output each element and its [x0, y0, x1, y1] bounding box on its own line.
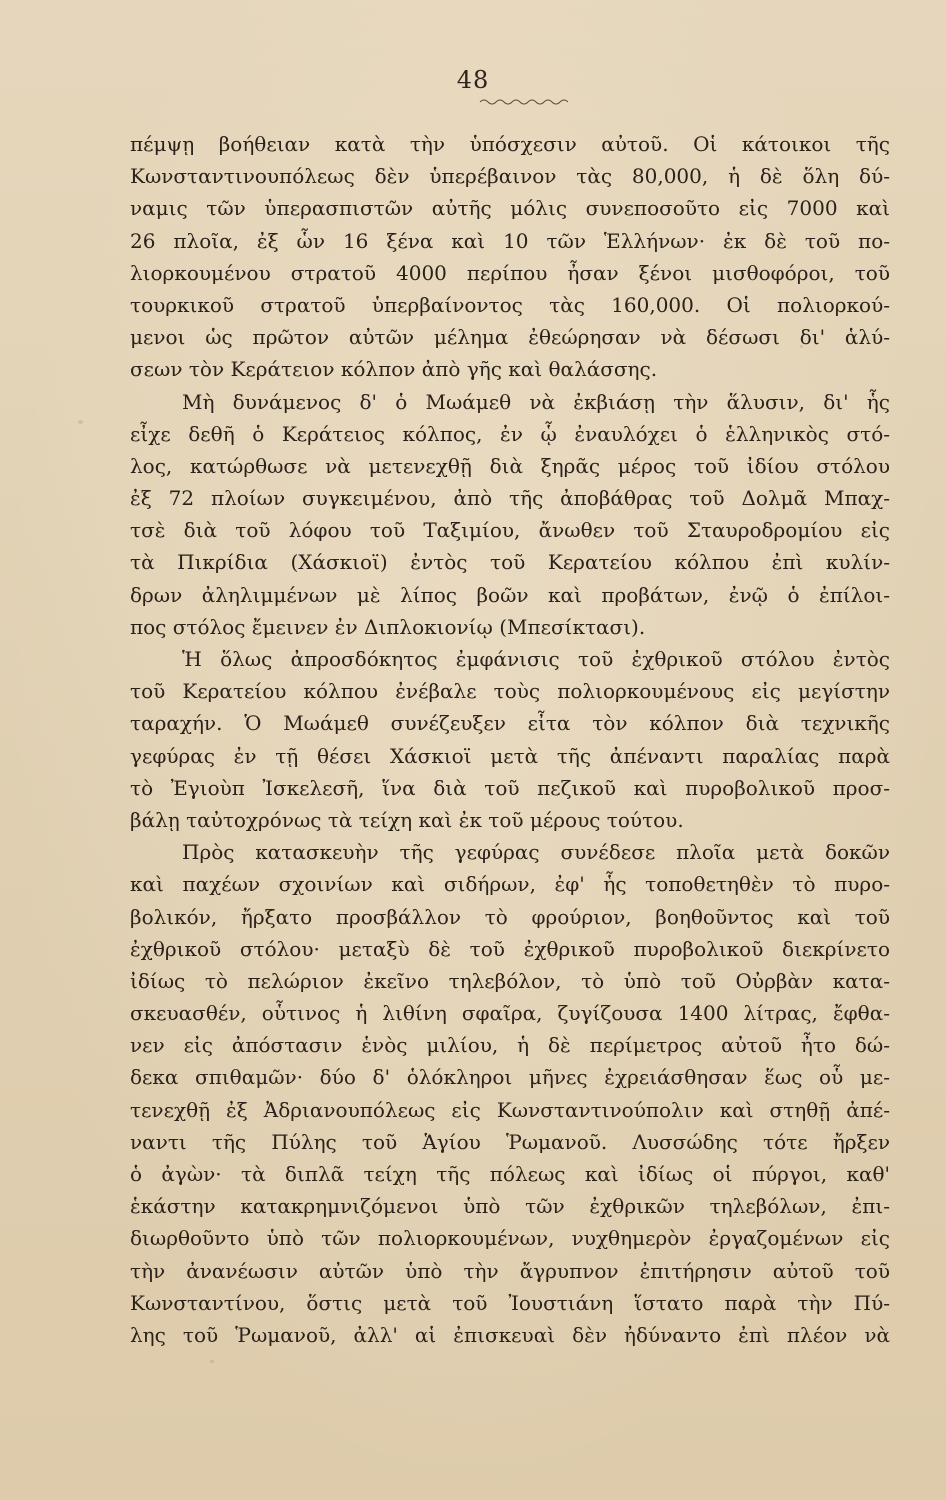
text-line: ναμις τῶν ὑπερασπιστῶν αὐτῆς μόλις συνεποσοῦτο εἰς 7000 καὶ	[130, 196, 890, 221]
text-line: ἐχθρικοῦ στόλου· μεταξὺ δὲ τοῦ ἐχθρικοῦ πυροβολικοῦ διεκρίνετο	[130, 936, 890, 961]
text-line: τσὲ διὰ τοῦ λόφου τοῦ Ταξιμίου, ἄνωθεν τοῦ Σταυροδρομίου εἰς	[130, 518, 890, 543]
text-line: ταραχήν. Ὁ Μωάμεθ συνέζευξεν εἶτα τὸν κόλπον διὰ τεχνικῆς	[130, 711, 890, 736]
paper-spot	[210, 1360, 214, 1363]
text-line: Κωνσταντινουπόλεως δὲν ὑπερέβαινον τὰς 80,000, ἡ δὲ ὅλη δύ-	[130, 164, 890, 189]
text-line: λιορκουμένου στρατοῦ 4000 περίπου ἦσαν ξένοι μισθοφόροι, τοῦ	[130, 260, 890, 285]
text-line: καὶ παχέων σχοινίων καὶ σιδήρων, ἐφ' ἧς τοποθετηθὲν τὸ πυρο-	[130, 872, 890, 897]
text-line: εἶχε δεθῆ ὁ Κεράτειος κόλπος, ἐν ᾧ ἐναυλόχει ὁ ἑλληνικὸς στό-	[130, 421, 890, 446]
text-line: λης τοῦ Ῥωμανοῦ, ἀλλ' αἱ ἐπισκευαὶ δὲν ἠδύναντο ἐπὶ πλέον νὰ	[130, 1322, 890, 1347]
text-line: Κωνσταντίνου, ὅστις μετὰ τοῦ Ἰουστιάνη ἵστατο παρὰ τὴν Πύ-	[130, 1290, 890, 1315]
text-line: ναντι τῆς Πύλης τοῦ Ἁγίου Ῥωμανοῦ. Λυσσώδης τότε ἤρξεν	[130, 1129, 890, 1154]
text-line: βολικόν, ἤρξατο προσβάλλον τὸ φρούριον, βοηθοῦντος καὶ τοῦ	[130, 904, 890, 929]
text-line: Πρὸς κατασκευὴν τῆς γεφύρας συνέδεσε πλοῖα μετὰ δοκῶν	[182, 840, 890, 865]
text-line: τενεχθῇ ἐξ Ἀδριανουπόλεως εἰς Κωνσταντινούπολιν καὶ στηθῇ ἀπέ-	[130, 1097, 890, 1122]
text-line: τὸ Ἐγιοὺπ Ἰσκελεσῆ, ἵνα διὰ τοῦ πεζικοῦ καὶ πυροβολικοῦ προσ-	[130, 775, 890, 800]
text-line: ἑκάστην κατακρημνιζόμενοι ὑπὸ τῶν ἐχθρικῶν τηλεβόλων, ἐπι-	[130, 1194, 890, 1219]
page-number: 48	[456, 66, 490, 94]
text-line: ἰδίως τὸ πελώριον ἐκεῖνο τηλεβόλον, τὸ ὑπὸ τοῦ Οὐρβὰν κατα-	[130, 968, 890, 993]
text-line: γεφύρας ἐν τῇ θέσει Χάσκιοϊ μετὰ τῆς ἀπέναντι παραλίας παρὰ	[130, 743, 890, 768]
text-line: ἐξ 72 πλοίων συγκειμένου, ἀπὸ τῆς ἀποβάθρας τοῦ Δολμᾶ Μπαχ-	[130, 486, 890, 511]
text-line: σεων τὸν Κεράτειον κόλπον ἀπὸ γῆς καὶ θαλάσσης.	[130, 357, 658, 382]
text-line: τὴν ἀνανέωσιν αὐτῶν ὑπὸ τὴν ἄγρυπνον ἐπιτήρησιν αὐτοῦ τοῦ	[130, 1258, 890, 1283]
text-line: μενοι ὡς πρῶτον αὐτῶν μέλημα ἐθεώρησαν νὰ δέσωσι δι' ἁλύ-	[130, 325, 890, 350]
text-line: λος, κατώρθωσε νὰ μετενεχθῇ διὰ ξηρᾶς μέρος τοῦ ἰδίου στόλου	[130, 453, 890, 478]
text-line: σκευασθέν, οὗτινος ἡ λιθίνη σφαῖρα, ζυγίζουσα 1400 λίτρας, ἔφθα-	[130, 1001, 890, 1026]
text-line: διωρθοῦντο ὑπὸ τῶν πολιορκουμένων, νυχθημερὸν ἐργαζομένων εἰς	[130, 1226, 890, 1251]
text-line: βάλῃ ταὐτοχρόνως τὰ τείχη καὶ ἐκ τοῦ μέρους τούτου.	[130, 807, 684, 832]
text-line: νεν εἰς ἀπόστασιν ἑνὸς μιλίου, ἡ δὲ περίμετρος αὐτοῦ ἦτο δώ-	[130, 1033, 890, 1058]
body-text	[130, 128, 890, 1351]
text-line: τὰ Πικρίδια (Χάσκιοϊ) ἐντὸς τοῦ Κερατείου κόλπου ἐπὶ κυλίν-	[130, 550, 890, 575]
text-line: πέμψῃ βοήθειαν κατὰ τὴν ὑπόσχεσιν αὐτοῦ. Οἱ κάτοικοι τῆς	[130, 132, 890, 156]
text-line: ὁ ἀγὼν· τὰ διπλᾶ τείχη τῆς πόλεως καὶ ἰδίως οἱ πύργοι, καθ'	[130, 1162, 890, 1186]
text-line: Ἡ ὅλως ἀπροσδόκητος ἐμφάνισις τοῦ ἐχθρικοῦ στόλου ἐντὸς	[182, 647, 890, 671]
text-line: δεκα σπιθαμῶν· δύο δ' ὁλόκληροι μῆνες ἐχρειάσθησαν ἕως οὗ με-	[130, 1065, 890, 1090]
text-line: τοῦ Κερατείου κόλπου ἐνέβαλε τοὺς πολιορκουμένους εἰς μεγίστην	[130, 679, 890, 704]
text-line: τουρκικοῦ στρατοῦ ὑπερβαίνοντος τὰς 160,000. Οἱ πολιορκού-	[130, 292, 890, 317]
paper-spot	[78, 420, 83, 424]
text-line: 26 πλοῖα, ἐξ ὧν 16 ξένα καὶ 10 τῶν Ἑλλήνων· ἐκ δὲ τοῦ πο-	[130, 228, 890, 253]
text-line: δρων ἀληλιμμένων μὲ λίπος βοῶν καὶ προβάτων, ἐνῷ ὁ ἐπίλοι-	[130, 582, 890, 607]
text-line: Μὴ δυνάμενος δ' ὁ Μωάμεθ νὰ ἐκβιάσῃ τὴν ἅλυσιν, δι' ἧς	[182, 389, 890, 414]
text-line: πος στόλος ἔμεινεν ἐν Διπλοκιονίῳ (Μπεσίκτασι).	[130, 614, 646, 639]
wavy-ornament-icon	[478, 96, 572, 106]
